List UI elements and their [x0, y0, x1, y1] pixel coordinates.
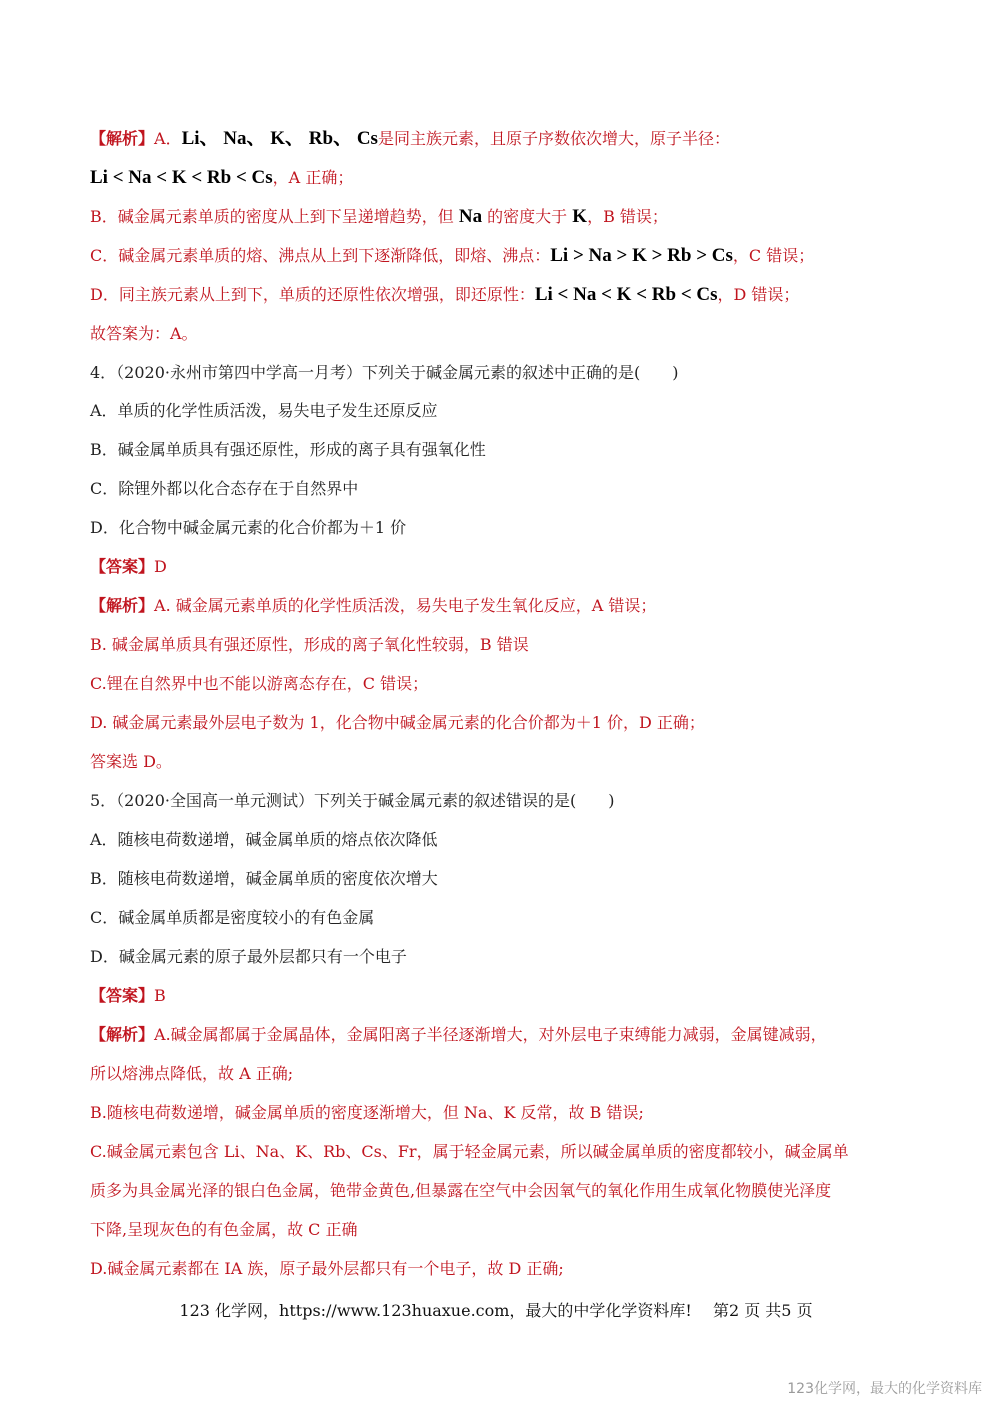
- q3-analysis-line-4: [90, 245, 912, 267]
- answer-tag: 【答案】: [90, 557, 155, 576]
- formula: Li > Na > K > Rb > Cs: [550, 245, 733, 266]
- q4-option-a: A．单质的化学性质活泼，易失电子发生还原反应: [90, 401, 438, 420]
- q3-analysis-line-1: [90, 128, 912, 150]
- q3-analysis-line-5: [90, 284, 912, 306]
- q4-analysis-line-4: D. 碱金属元素最外层电子数为 1，化合物中碱金属元素的化合价都为＋1 价，D 正确；: [90, 713, 705, 732]
- analysis-text: 是同主族元素，且原子序数依次增大，原子半径：: [377, 129, 730, 148]
- q4-stem: 4．（2020·永州市第四中学高一月考）下列关于碱金属元素的叙述中正确的是( ): [90, 363, 679, 382]
- q5-option-d: D．碱金属元素的原子最外层都只有一个电子: [90, 947, 407, 966]
- answer-tag: 【答案】: [90, 986, 155, 1005]
- watermark: 123化学网，最大的化学资料库: [787, 1381, 982, 1397]
- analysis-text: ，B 错误；: [587, 207, 668, 226]
- q5-option-b: B．随核电荷数递增，碱金属单质的密度依次增大: [90, 869, 438, 888]
- q3-analysis-line-6: 故答案为：A。: [90, 324, 198, 343]
- q5-analysis-line-7: D.碱金属元素都在 IA 族，原子最外层都只有一个电子，故 D 正确;: [90, 1259, 564, 1278]
- formula: K: [572, 206, 588, 227]
- answer-value: B: [154, 986, 166, 1005]
- q5-analysis-line-4: C.碱金属元素包含 Li、Na、K、Rb、Cs、Fr，属于轻金属元素，所以碱金属单质的密度都较小，碱金属单: [90, 1142, 849, 1161]
- q5-answer: [90, 985, 912, 1007]
- q5-analysis-line-2: 所以熔沸点降低，故 A 正确;: [90, 1064, 294, 1083]
- analysis-tag: 【解析】: [90, 1025, 155, 1044]
- option-letter: A．: [154, 129, 182, 148]
- q5-analysis-line-5: 质多为具金属光泽的银白色金属，铯带金黄色,但暴露在空气中会因氧气的氧化作用生成氧化物膜使光泽度: [90, 1181, 832, 1200]
- q5-analysis-line-1: [90, 1024, 912, 1046]
- q4-option-d: D．化合物中碱金属元素的化合价都为＋1 价: [90, 518, 407, 537]
- analysis-tag: 【解析】: [90, 129, 155, 148]
- analysis-text: ，C 错误；: [732, 246, 815, 265]
- q4-analysis-line-5: 答案选 D。: [90, 752, 172, 771]
- q5-stem: 5．（2020·全国高一单元测试）下列关于碱金属元素的叙述错误的是( ): [90, 791, 615, 810]
- q4-option-c: C．除锂外都以化合态存在于自然界中: [90, 479, 359, 498]
- answer-value: D: [154, 557, 167, 576]
- analysis-text: B．碱金属元素单质的密度从上到下呈递增趋势，但: [90, 207, 459, 226]
- analysis-text: A.碱金属都属于金属晶体，金属阳离子半径逐渐增大，对外层电子束缚能力减弱，金属键减弱，: [154, 1025, 827, 1044]
- q4-option-b: B．碱金属单质具有强还原性，形成的离子具有强氧化性: [90, 440, 486, 459]
- analysis-text: ，D 错误；: [717, 285, 800, 304]
- analysis-text: ，A 正确；: [272, 168, 354, 187]
- analysis-text: A. 碱金属元素单质的化学性质活泼，易失电子发生氧化反应，A 错误；: [154, 596, 657, 615]
- formula: Li、 Na、 K、 Rb、 Cs: [181, 128, 378, 149]
- formula: Na: [458, 206, 483, 227]
- analysis-tag: 【解析】: [90, 596, 155, 615]
- analysis-text: D．同主族元素从上到下，单质的还原性依次增强，即还原性：: [90, 285, 535, 304]
- analysis-text: C．碱金属元素单质的熔、沸点从上到下逐渐降低，即熔、沸点：: [90, 246, 551, 265]
- q3-analysis-line-2: [90, 167, 912, 189]
- q4-analysis-line-1: [90, 595, 912, 617]
- q4-analysis-line-2: B. 碱金属单质具有强还原性，形成的离子氧化性较弱，B 错误: [90, 635, 529, 654]
- q4-answer: [90, 556, 912, 578]
- q5-analysis-line-6: 下降,呈现灰色的有色金属，故 C 正确: [90, 1220, 358, 1239]
- analysis-text: 的密度大于: [482, 207, 573, 226]
- q4-analysis-line-3: C.锂在自然界中也不能以游离态存在，C 错误；: [90, 674, 429, 693]
- formula: Li < Na < K < Rb < Cs: [534, 284, 718, 305]
- q5-option-a: A．随核电荷数递增，碱金属单质的熔点依次降低: [90, 830, 438, 849]
- q5-option-c: C．碱金属单质都是密度较小的有色金属: [90, 908, 375, 927]
- q3-analysis-line-3: [90, 206, 912, 228]
- formula: Li < Na < K < Rb < Cs: [90, 167, 273, 188]
- page-footer: 123 化学网，https://www.123huaxue.com，最大的中学化学资料库! 第2 页 共5 页: [179, 1301, 813, 1320]
- q5-analysis-line-3: B.随核电荷数递增，碱金属单质的密度逐渐增大，但 Na、K 反常，故 B 错误;: [90, 1103, 644, 1122]
